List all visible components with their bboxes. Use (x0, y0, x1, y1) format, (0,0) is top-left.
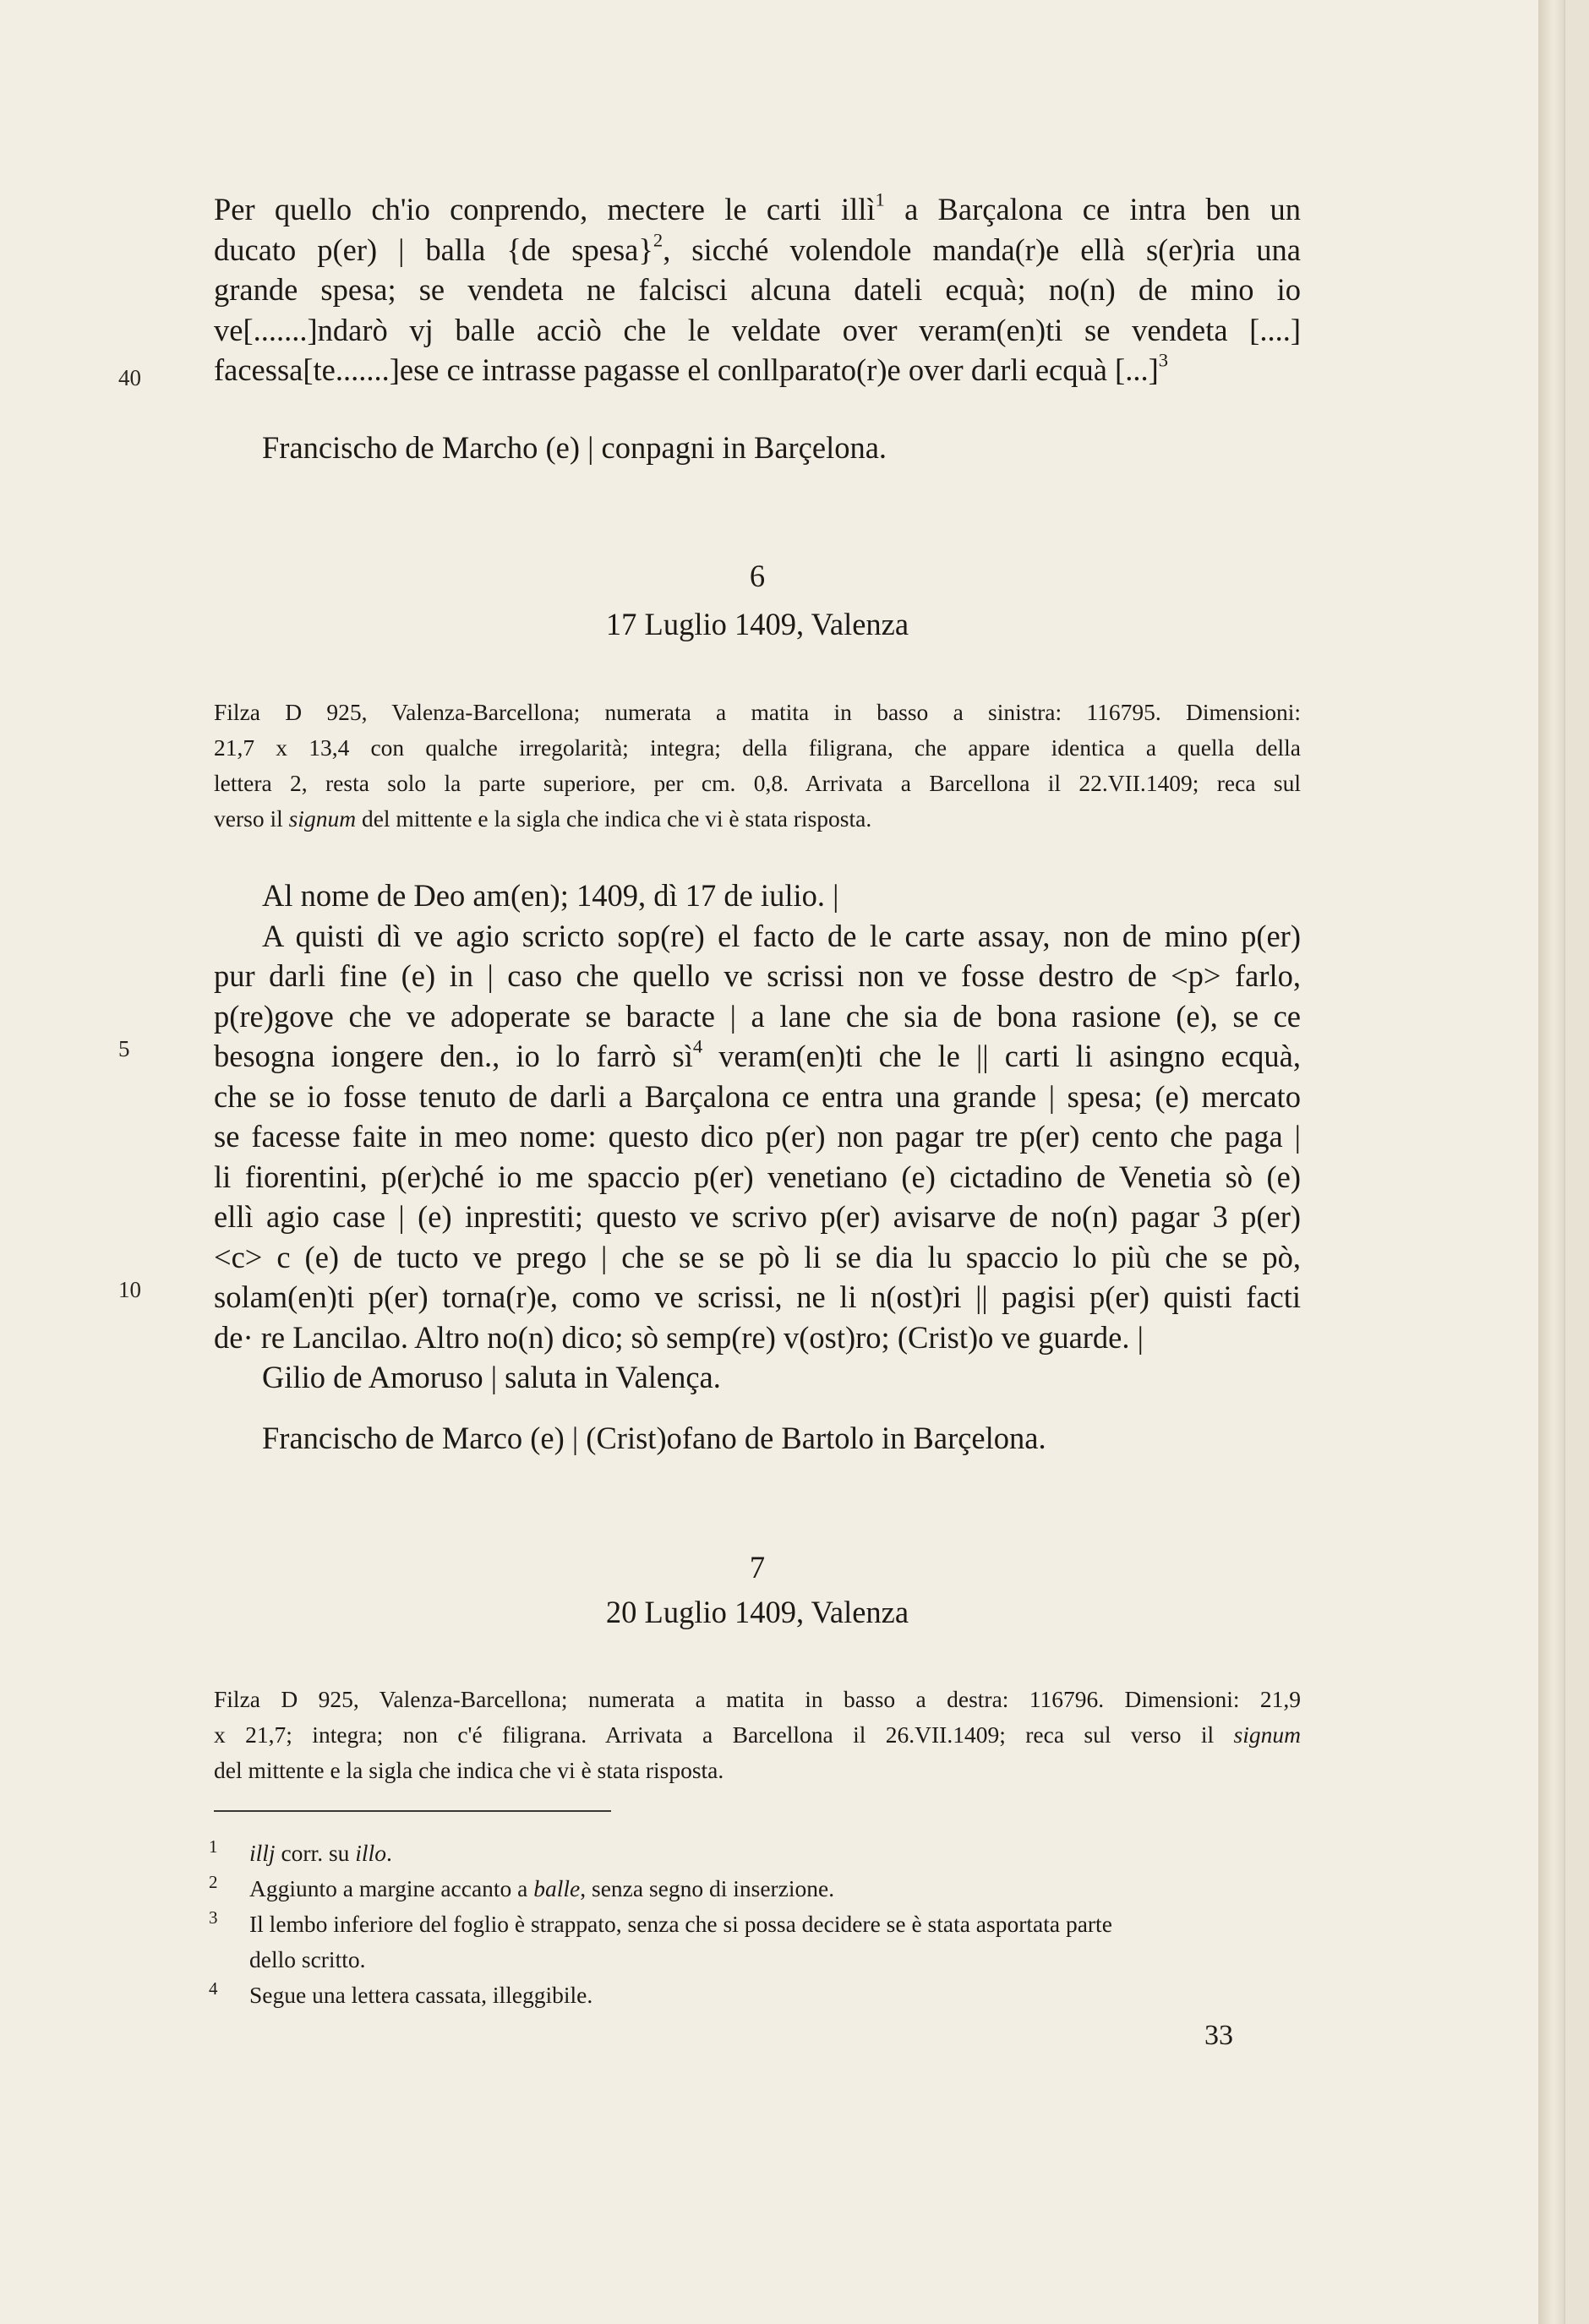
footnote-ref[interactable]: 4 (692, 1035, 703, 1057)
letter-body (214, 189, 1301, 390)
doc7-description (214, 1682, 1301, 1788)
footnote-ref[interactable]: 2 (653, 229, 663, 251)
top-address (214, 428, 1301, 468)
text-line: solam(en)ti p(er) torna(r)e, como ve scrissi, ne li n(ost)ri || pagisi p(er) quisti facti (214, 1279, 1301, 1314)
archival-description (214, 695, 1301, 837)
text-line: p(re)gove che ve adoperate se baracte | a lane che sia de bona rasione (e), se ce (214, 998, 1301, 1034)
line-number: 10 (118, 1277, 141, 1302)
footnote-ref[interactable]: 3 (1158, 349, 1169, 371)
footnote-number: 4 (209, 1978, 218, 1999)
document-date: 20 Luglio 1409, Valenza (605, 1595, 909, 1629)
opening-line: Al nome de Deo am(en); 1409, dì 17 de iulio. | (262, 878, 839, 913)
desc-line: verso il signum del mittente e la sigla che indica che vi è stata risposta. (214, 805, 872, 832)
document-number: 7 (749, 1550, 766, 1585)
footnote: 4 Segue una lettera cassata, illeggibile. (209, 1978, 1301, 2013)
text-line: ducato p(er) | balla {de spesa}$^2$, sicché volendole manda(r)e ellà s(er)ria una (214, 229, 1301, 267)
line-number: 5 (118, 1036, 130, 1061)
footnote: 2 Aggiunto a margine accanto a balle, senza segno di inserzione. (209, 1871, 1301, 1907)
text-line: pur darli fine (e) in | caso che quello ve scrissi non ve fosse destro de <p> farlo, (214, 958, 1301, 993)
desc-line: Filza D 925, Valenza-Barcellona; numerata a matita in basso a sinistra: 116795. Dimensioni: (214, 699, 1301, 725)
footnote-number: 1 (209, 1836, 218, 1857)
text-line: de· re Lancilao. Altro no(n) dico; sò semp(re) v(ost)ro; (Crist)o ve guarde. | (214, 1319, 1144, 1355)
address-line: Francischo de Marco (e) | (Crist)ofano de Bartolo in Barçelona. (262, 1421, 1046, 1455)
letter-continuation (214, 189, 1301, 390)
desc-line: Filza D 925, Valenza-Barcellona; numerata a matita in basso a destra: 116796. Dimensioni: 21,9 (214, 1686, 1301, 1712)
doc6-address (214, 1418, 1301, 1459)
doc7-heading (214, 1549, 1301, 1630)
document-date: 17 Luglio 1409, Valenza (605, 607, 909, 641)
page-number: 33 (1204, 2020, 1233, 2051)
footnote: 3 Il lembo inferiore del foglio è strappato, senza che si possa decidere se è stata asportata parte dello scritto. (209, 1907, 1301, 1978)
desc-line: 21,7 x 13,4 con qualche irregolarità; integra; della filigrana, che appare identica a quella della (214, 734, 1301, 761)
text-line: grande spesa; se vendeta ne falcisci alcuna dateli ecquà; no(n) de mino io (214, 272, 1301, 307)
footnote-ref[interactable]: 1 (875, 188, 885, 210)
text-line: Per quello ch'io conprendo, mectere le carti illì$^1$ a Barçalona ce intra ben un (214, 188, 1301, 226)
text-line: se facesse faite in meo nome: questo dico p(er) non pagar tre p(er) cento che paga | (214, 1119, 1301, 1154)
desc-line: del mittente e la sigla che indica che vi è stata risposta. (214, 1757, 724, 1783)
desc-line: lettera 2, resta solo la parte superiore, per cm. 0,8. Arrivata a Barcellona il 22.VII.1409; reca sul (214, 770, 1301, 796)
document-number: 6 (749, 559, 766, 593)
footnote-number: 3 (209, 1907, 218, 1928)
line-number: 40 (118, 365, 141, 390)
archival-description (214, 1682, 1301, 1788)
doc6-description (214, 695, 1301, 837)
footnote-rule (214, 1810, 611, 1812)
text-line: besogna iongere den., io lo farrò $sì^4$ veram(en)ti che le || carti li asingno ecquà, (214, 1035, 1301, 1073)
footnote-number: 2 (209, 1872, 218, 1892)
text-line: li fiorentini, p(er)ché io me spaccio p(er) venetiano (e) cictadino de Venetia sò (e) (214, 1159, 1301, 1194)
desc-line: x 21,7; integra; non c'é filigrana. Arrivata a Barcellona il 26.VII.1409; reca sul verso il signum (214, 1721, 1301, 1748)
text-line: ve[.......]ndarò vj balle acciò che le veldate over veram(en)ti se vendeta [....] (214, 312, 1301, 347)
address-line: Francischo de Marcho (e) | conpagni in Barçelona. (262, 430, 887, 465)
signature-line: Gilio de Amoruso | saluta in Valença. (262, 1360, 721, 1394)
text-line: che se io fosse tenuto de darli a Barçalona ce entra una grande | spesa; (e) mercato (214, 1078, 1301, 1114)
text-line: <c> c (e) de tucto ve prego | che se se pò li se dia lu spaccio lo più che se pò, (214, 1239, 1301, 1274)
text-line: A quisti dì ve agio scricto sop(re) el facto de le carte assay, non de mino p(er) (262, 918, 1301, 953)
footnote: 1 illj corr. su illo. (209, 1836, 1301, 1871)
text-line: ellì agio case | (e) inprestiti; questo ve scrivo p(er) avisarve de no(n) pagar 3 p(er) (214, 1199, 1301, 1234)
letter-body (214, 916, 1301, 1358)
doc6-heading (214, 558, 1301, 642)
doc6-letter (214, 876, 1301, 1398)
text-line: facessa[te.......]ese ce intrasse pagasse el conllparato(r)e over darli ecquà [...]$^3$ (214, 349, 1169, 387)
page-gutter (1538, 0, 1564, 2324)
